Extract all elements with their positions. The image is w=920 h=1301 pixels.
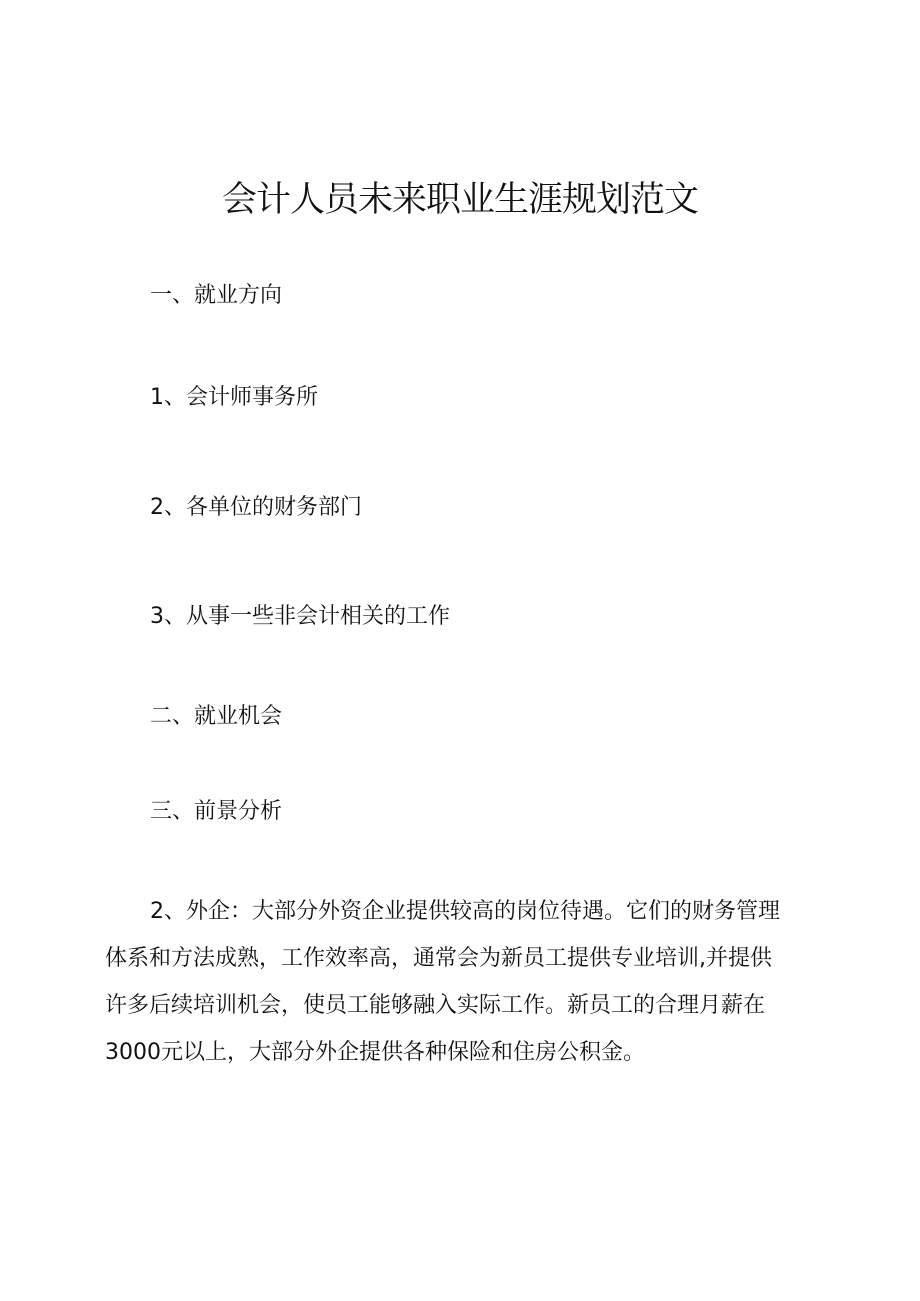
- foreign-enterprise-paragraph: [105, 888, 820, 1076]
- document-title: 会计人员未来职业生涯规划范文: [221, 180, 698, 220]
- list-item-finance-department: 2、各单位的财务部门: [150, 495, 362, 520]
- paragraph-line-2: 体系和方法成熟，工作效率高，通常会为新员工提供专业培训,并提供: [105, 946, 772, 971]
- section-heading-employment-direction: 一、就业方向: [150, 283, 283, 308]
- section-heading-employment-opportunity: 二、就业机会: [150, 704, 283, 729]
- paragraph-line-4: 3000元以上，大部分外企提供各种保险和住房公积金。: [105, 1040, 645, 1065]
- list-item-non-accounting-work: 3、从事一些非会计相关的工作: [150, 604, 450, 629]
- paragraph-line-3: 许多后续培训机会，使员工能够融入实际工作。新员工的合理月薪在: [105, 993, 766, 1018]
- paragraph-line-1: 2、外企：大部分外资企业提供较高的岗位待遇。它们的财务管理: [150, 899, 780, 924]
- section-heading-prospect-analysis: 三、前景分析: [150, 799, 283, 824]
- list-item-accounting-firm: 1、会计师事务所: [150, 385, 318, 410]
